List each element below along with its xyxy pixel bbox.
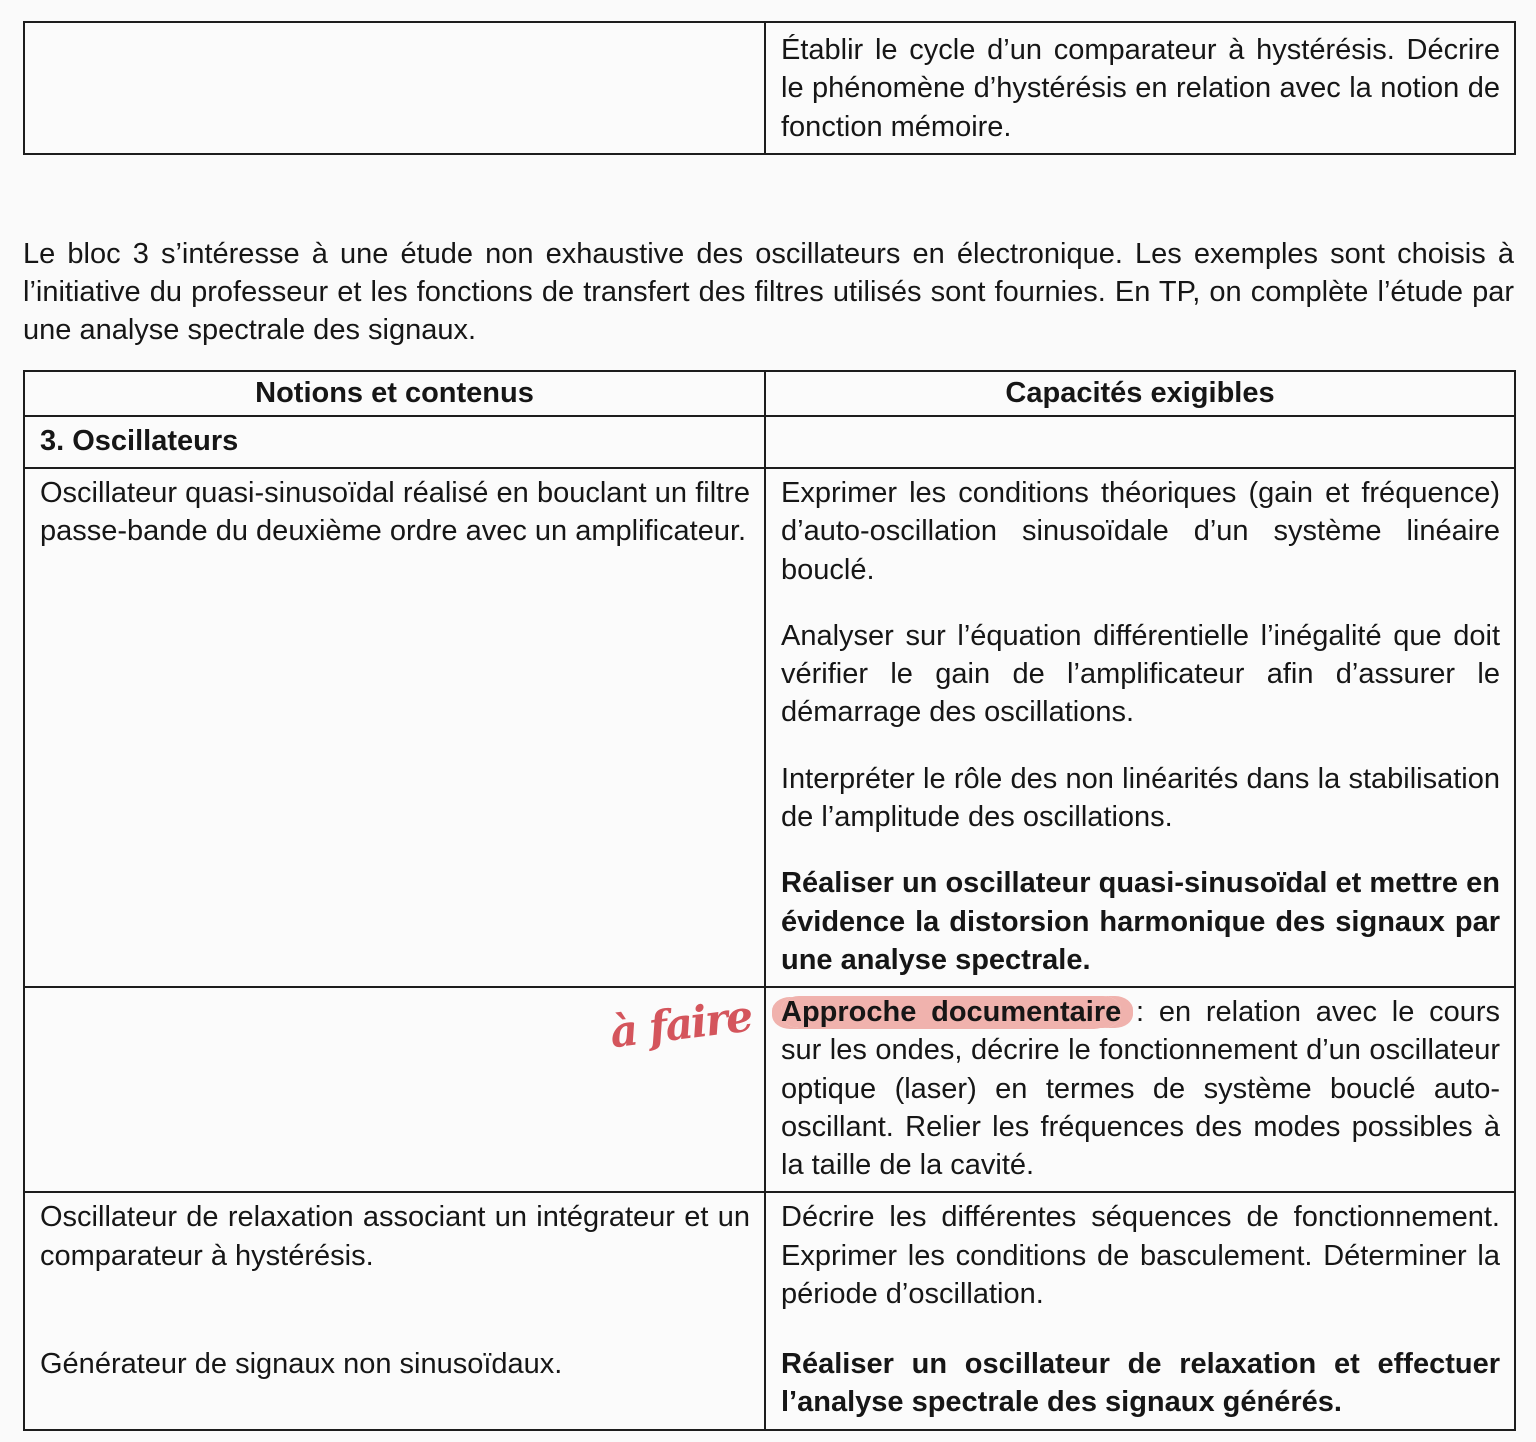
capability-paragraph: Décrire les différentes séquences de fonctionnement. Exprimer les conditions de basculement. Déterminer la période d’oscillation. (781, 1201, 1500, 1310)
capability-paragraph: Analyser sur l’équation différentielle l’inégalité que doit vérifier le gain de l’amplificateur afin d’assurer le démarrage des oscillations. (781, 619, 1500, 729)
notions-empty-cell (24, 22, 765, 154)
capability-paragraph-bold: Réaliser un oscillateur de relaxation et effectuer l’analyse spectrale des signaux générés. (781, 1348, 1500, 1419)
quasi-left-cell (24, 468, 765, 987)
header-notions: Notions et contenus (24, 371, 765, 416)
quasi-sinusoidal-row (24, 468, 1515, 987)
highlighted-approche-documentaire: Approche documentaire (781, 996, 1122, 1029)
relaxation-row (24, 1192, 1515, 1429)
approche-documentaire-text: : en relation avec le cours sur les ondes, décrire le fonctionnement d’un oscillateur optique (laser) en termes de système bouclé auto-oscillant. Relier les fréquences des modes possibles à la taille de la cavité. (781, 996, 1500, 1182)
previous-table-fragment (23, 21, 1516, 155)
capability-paragraph (781, 993, 1500, 1184)
approche-documentaire-row (24, 987, 1515, 1192)
relax-left-cell (24, 1192, 765, 1429)
capability-paragraph: Exprimer les conditions théoriques (gain et fréquence) d’auto-oscillation sinusoïdale d’un système linéaire bouclé. (781, 477, 1500, 586)
notion-text: Oscillateur quasi-sinusoïdal réalisé en bouclant un filtre passe-bande du deuxième ordre avec un amplificateur. (40, 477, 750, 548)
doc-left-cell (24, 987, 765, 1192)
header-capacites: Capacités exigibles (765, 371, 1515, 416)
header-row (24, 371, 1515, 416)
section-empty-cell (765, 416, 1515, 468)
capacites-cell (765, 22, 1515, 154)
quasi-right-cell (765, 468, 1515, 987)
capability-paragraph: Interpréter le rôle des non linéarités dans la stabilisation de l’amplitude des oscillations. (781, 762, 1500, 833)
intro-paragraph: Le bloc 3 s’intéresse à une étude non exhaustive des oscillateurs en électronique. Les exemples sont choisis à l’initiative du professeur et les fonctions de transfert des filtres utilisés sont fournies. En TP, on complète l’étude par une analyse spectrale des signaux. (23, 237, 1514, 347)
handwritten-a-faire-annotation: à faire (607, 991, 755, 1059)
relax-right-cell (765, 1192, 1515, 1429)
section-title: 3. Oscillateurs (24, 416, 765, 468)
capability-text: Établir le cycle d’un comparateur à hystérésis. Décrire le phénomène d’hystérésis en relation avec la notion de fonction mémoire. (781, 34, 1500, 143)
doc-right-cell (765, 987, 1515, 1192)
notion-text: Oscillateur de relaxation associant un intégrateur et un comparateur à hystérésis. (40, 1201, 750, 1272)
curriculum-table (23, 370, 1516, 1431)
table-row (24, 22, 1515, 154)
notion-text: Générateur de signaux non sinusoïdaux. (40, 1347, 563, 1380)
section-row (24, 416, 1515, 468)
capability-paragraph-bold: Réaliser un oscillateur quasi-sinusoïdal et mettre en évidence la distorsion harmonique des signaux par une analyse spectrale. (781, 867, 1500, 976)
